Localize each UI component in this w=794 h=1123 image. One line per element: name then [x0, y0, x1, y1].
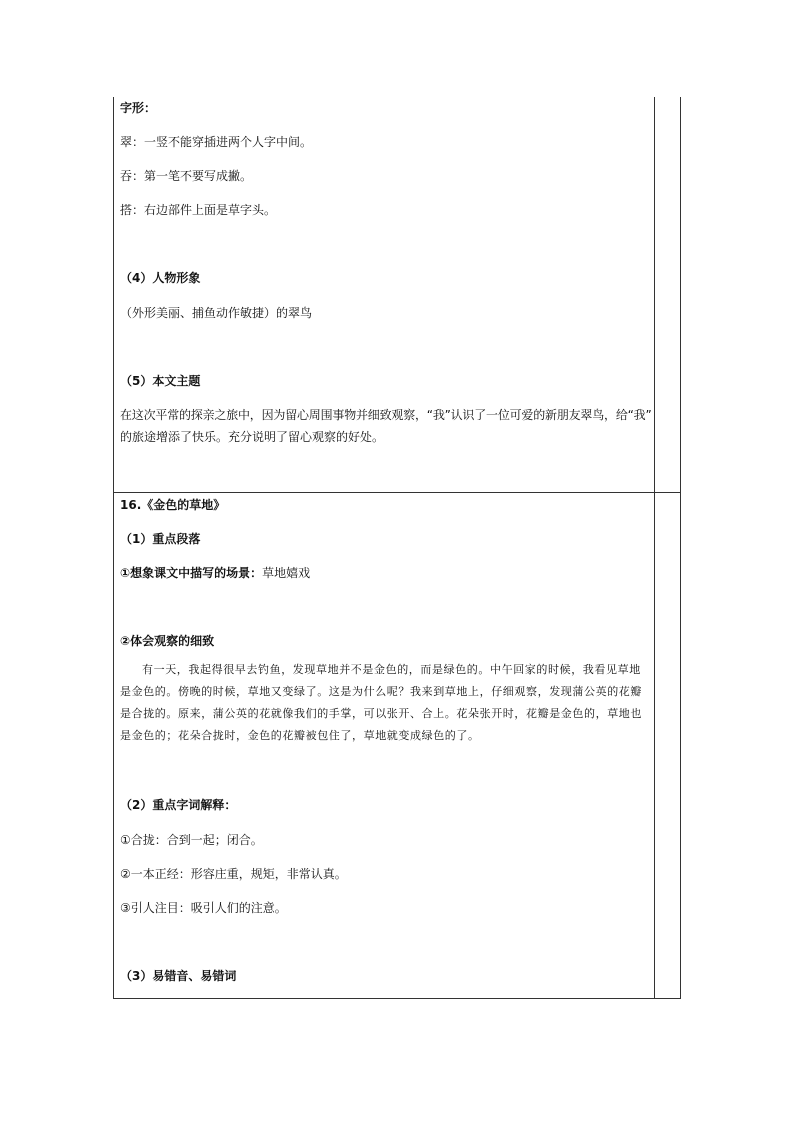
table-left-border: [113, 97, 114, 999]
scene-value: 草地嬉戏: [262, 566, 311, 580]
errors-heading: （3）易错音、易错词: [120, 969, 237, 983]
observe-heading: ②体会观察的细致: [120, 634, 215, 648]
theme-heading: （5）本文主题: [120, 374, 201, 388]
zixing-heading: 字形：: [120, 101, 157, 115]
zixing-item: 搭：右边部件上面是草字头。: [120, 203, 277, 217]
table-column-divider: [654, 97, 655, 999]
lesson-title: 16.《金色的草地》: [120, 498, 226, 512]
key-paragraph-heading: （1）重点段落: [120, 532, 201, 546]
text-excerpt: 有一天，我起得很早去钓鱼，发现草地并不是金色的，而是绿色的。中午回家的时候，我看见草地是金色的。傍晚的时候，草地又变绿了。这是为什么呢？我来到草地上，仔细观察，发现蒲公英的花瓣是合拢的。原来，蒲公英的花就像我们的手掌，可以张开、合上。花朵张开时，花瓣是金色的，草地也是金色的；花朵合拢时，金色的花瓣被包住了，草地就变成绿色的了。: [120, 663, 642, 742]
theme-line: 在这次平常的探亲之旅中，因为留心周围事物并细致观察，“我”认识了一位可爱的新朋友翠鸟，给“我”: [120, 408, 652, 422]
character-heading: （4）人物形象: [120, 271, 201, 285]
word-item: ③引人注目：吸引人们的注意。: [120, 901, 287, 915]
notes-table: [113, 97, 681, 999]
theme-line: 的旅途增添了快乐。充分说明了留心观察的好处。: [120, 430, 385, 444]
scene-label: ①想象课文中描写的场景：: [120, 566, 263, 580]
word-item: ①合拢：合到一起；闭合。: [120, 833, 263, 847]
character-text: （外形美丽、捕鱼动作敏捷）的翠鸟: [120, 306, 313, 320]
zixing-item: 吞：第一笔不要写成撇。: [120, 169, 253, 183]
table-right-border: [680, 97, 681, 999]
scene-line: [120, 566, 310, 580]
word-item: ②一本正经：形容庄重，规矩，非常认真。: [120, 867, 347, 881]
table-bottom-border: [113, 998, 681, 999]
table-row-divider: [113, 492, 681, 493]
zixing-item: 翠：一竖不能穿插进两个人字中间。: [120, 135, 313, 149]
words-heading: （2）重点字词解释：: [120, 798, 237, 812]
